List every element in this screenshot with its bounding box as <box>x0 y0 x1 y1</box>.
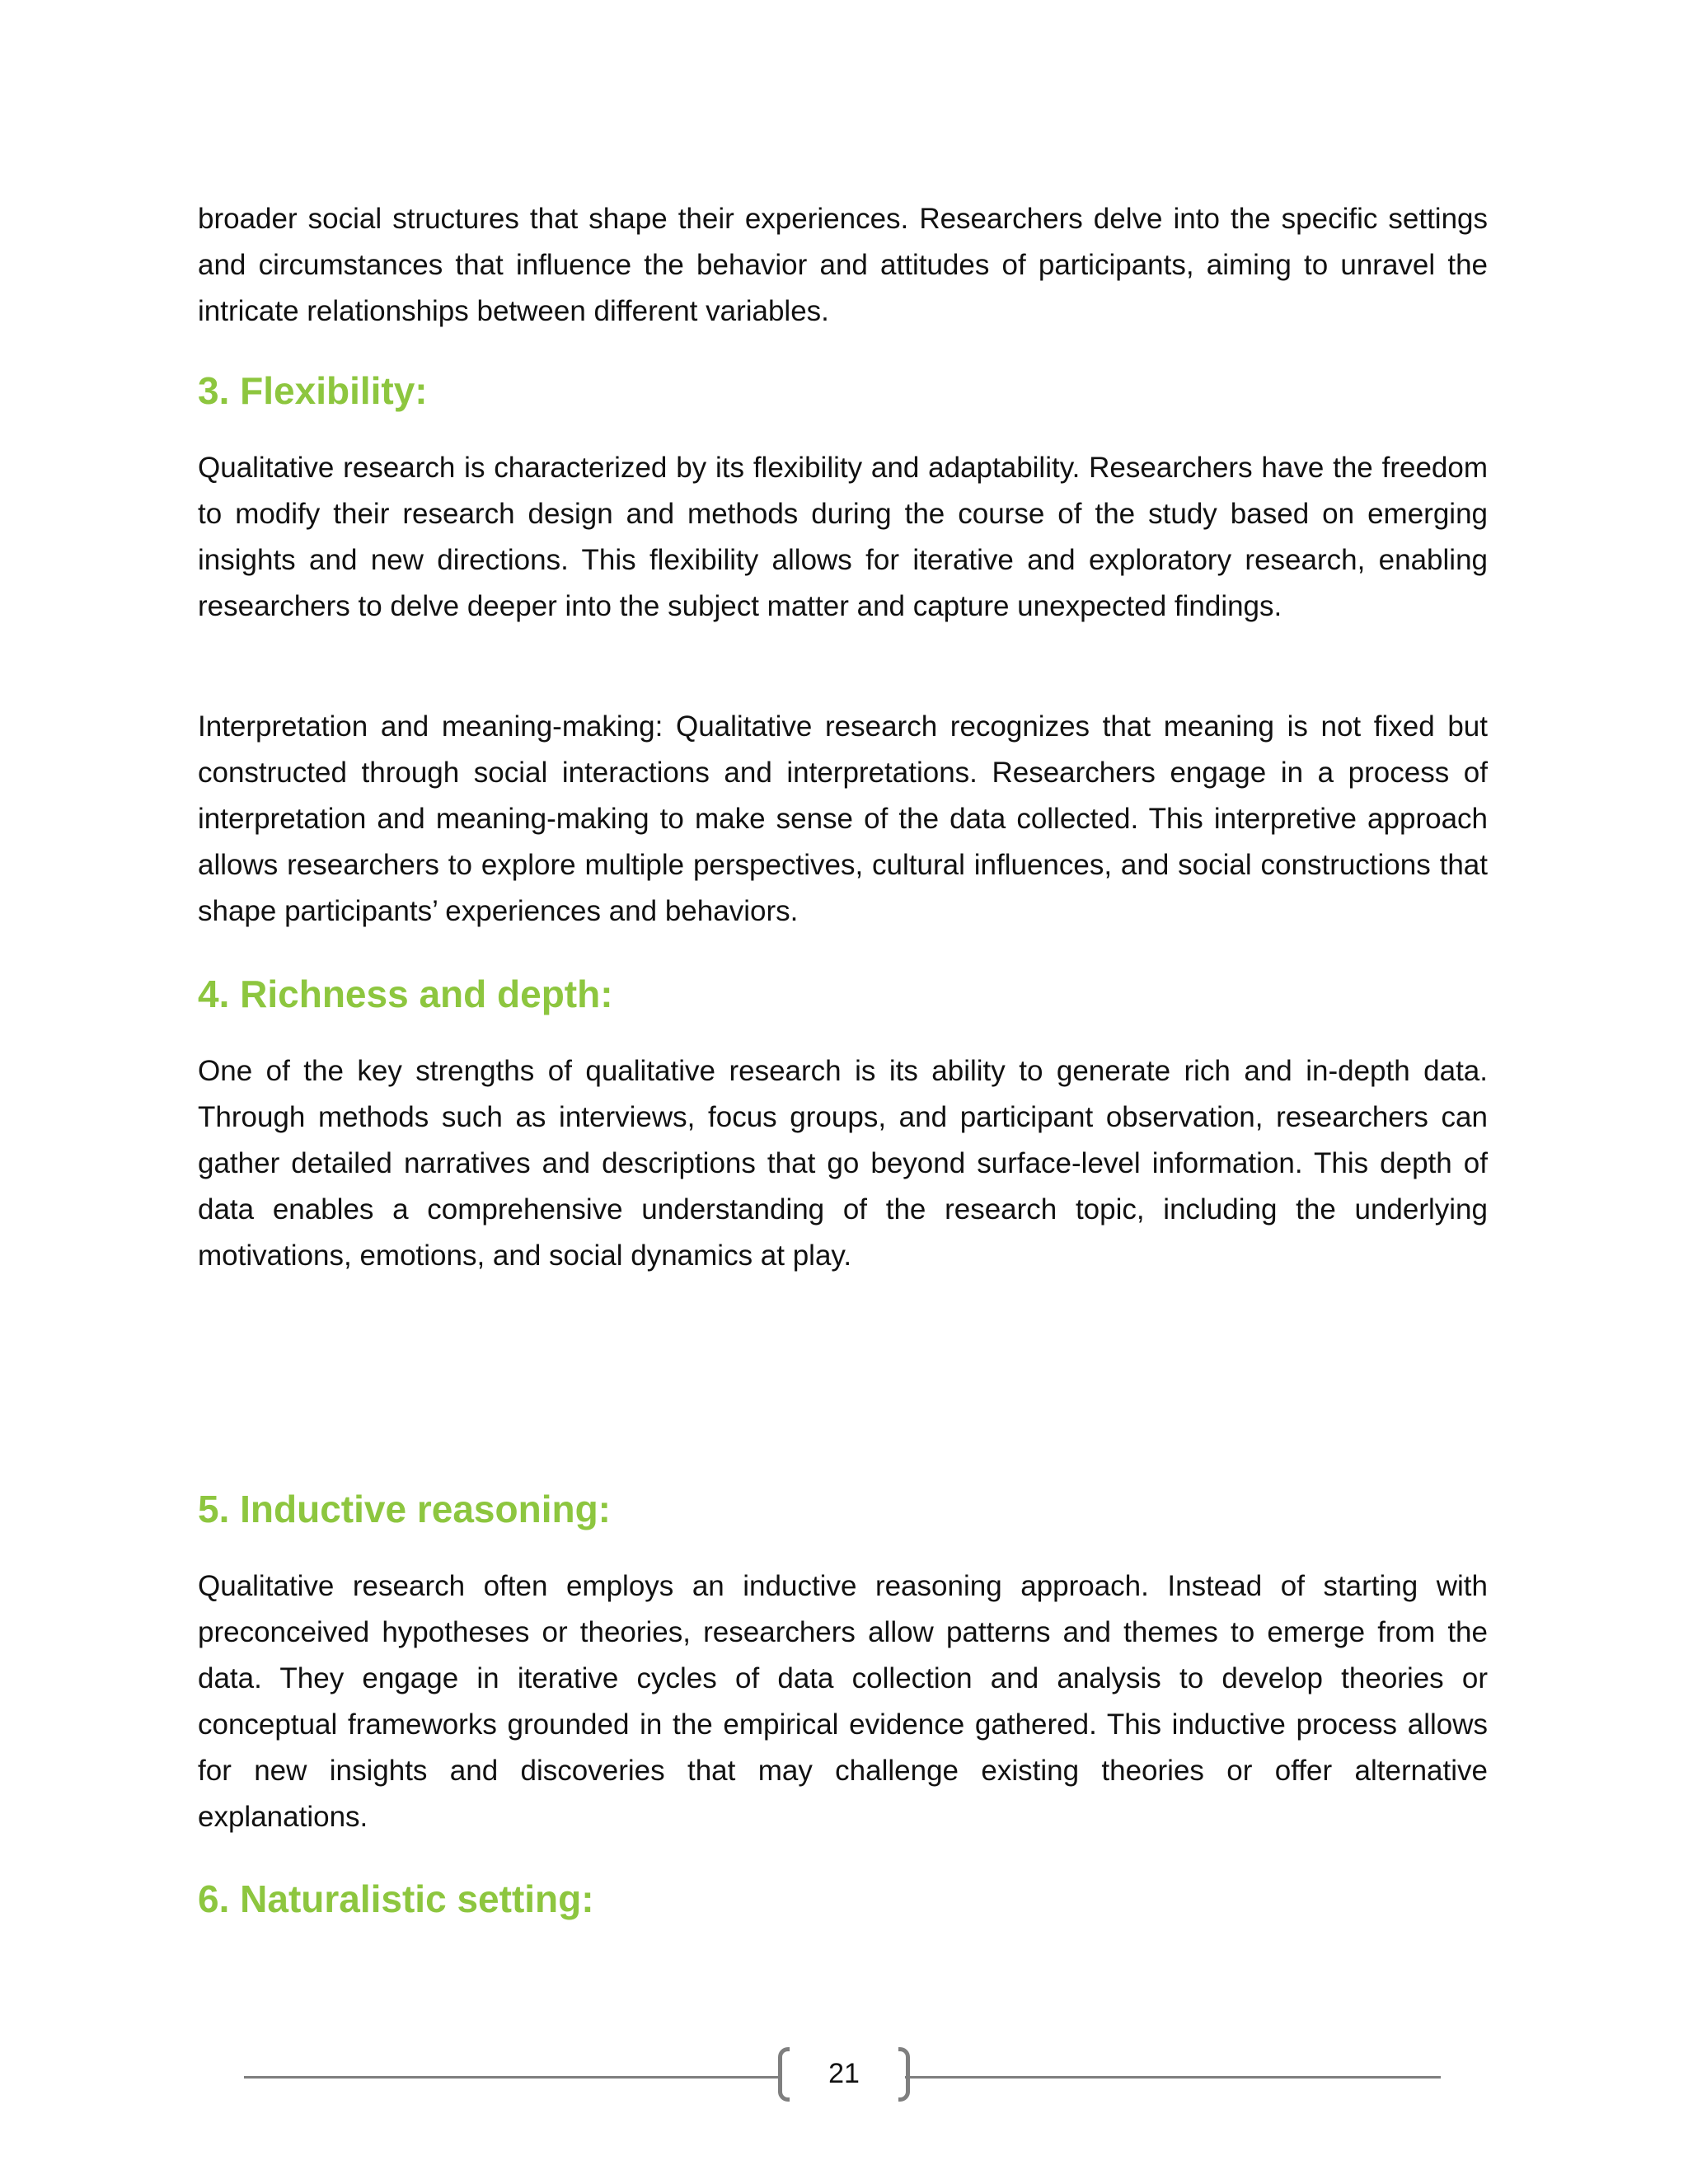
heading-flexibility: 3. Flexibility: <box>198 369 428 412</box>
footer-rule-right <box>905 2076 1441 2079</box>
footer-rule-left <box>244 2076 780 2079</box>
paragraph-flexibility: Qualitative research is characterized by its flexibility and adaptability. Researchers have the freedom to modify their research design and methods during the course of the study based on emerging insights and new directions. This flexibility allows for iterative and exploratory research, enabling researchers to delve deeper into the subject matter and capture unexpected findings. <box>198 452 1488 622</box>
paragraph-inductive-reasoning: Qualitative research often employs an inductive reasoning approach. Instead of starting with preconceived hypotheses or theories, researchers allow patterns and themes to emerge from the data. They engage in iterative cycles of data collection and analysis to develop theories or conceptual frameworks grounded in the empirical evidence gathered. This inductive process allows for new insights and discoveries that may challenge existing theories or offer alternative explanations. <box>198 1570 1488 1833</box>
page-number: 21 <box>828 2058 860 2089</box>
footer-bracket-right <box>898 2047 910 2102</box>
paragraph-interpretation: Interpretation and meaning-making: Qualitative research recognizes that meaning is not fixed but constructed through social interactions and interpretations. Researchers engage in a process of interpretation and meaning-making to make sense of the data collected. This interpretive approach allows researchers to explore multiple perspectives, cultural influences, and social constructions that shape participants’ experiences and behaviors. <box>198 710 1488 927</box>
page-footer <box>0 2044 1688 2110</box>
heading-naturalistic-setting: 6. Naturalistic setting: <box>198 1877 594 1920</box>
paragraph-richness-depth: One of the key strengths of qualitative research is its ability to generate rich and in-depth data. Through methods such as interviews, focus groups, and participant observation, researchers can gather detailed narratives and descriptions that go beyond surface-level information. This depth of data enables a comprehensive understanding of the research topic, including the underlying motivations, emotions, and social dynamics at play. <box>198 1055 1488 1272</box>
footer-bracket-left <box>778 2047 790 2102</box>
heading-richness-depth: 4. Richness and depth: <box>198 972 613 1015</box>
heading-inductive-reasoning: 5. Inductive reasoning: <box>198 1488 611 1530</box>
paragraph-context-intro: broader social structures that shape their experiences. Researchers delve into the specific settings and circumstances that influence the behavior and attitudes of participants, aiming to unravel the intricate relationships between different variables. <box>198 203 1488 327</box>
